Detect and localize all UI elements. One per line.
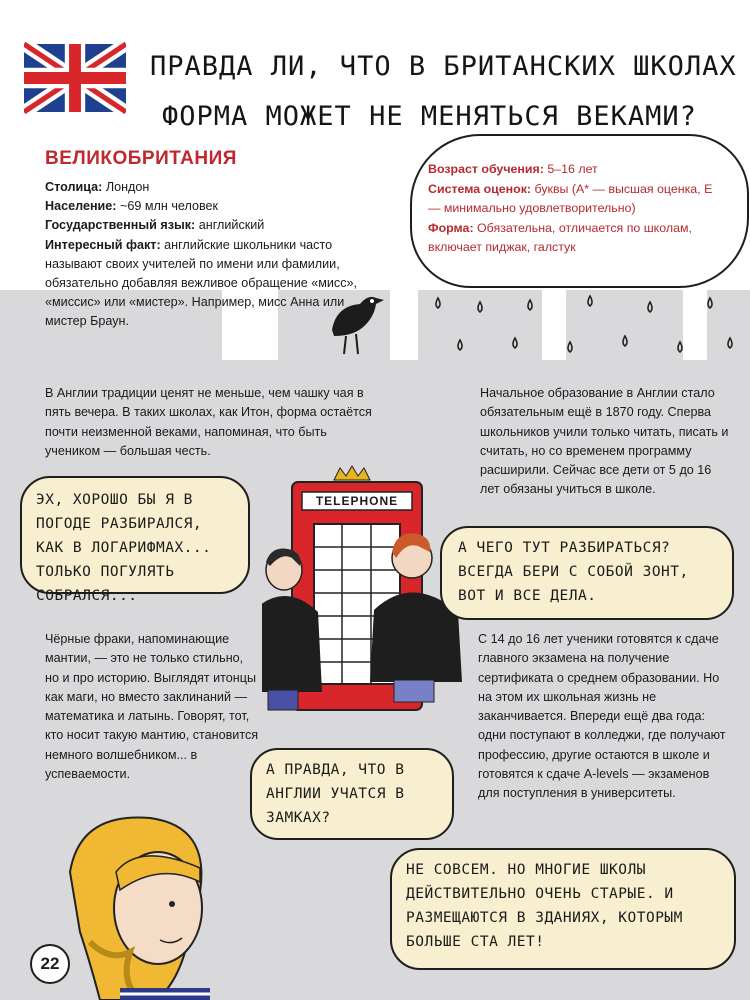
capital-label: Столица:	[45, 180, 103, 194]
speech-answer-text: НЕ СОВСЕМ. НО МНОГИЕ ШКОЛЫ ДЕЙСТВИТЕЛЬНО ОЧЕНЬ СТАРЫЕ. И РАЗМЕЩАЮТСЯ В ЗДАНИЯХ, КОТОРЫМ БОЛЬШЕ СТА ЛЕТ!	[406, 862, 683, 950]
fact-label: Интересный факт:	[45, 237, 161, 252]
language-label: Государственный язык:	[45, 218, 196, 233]
page-headline	[150, 42, 750, 142]
speech-castles-text: А ПРАВДА, ЧТО В АНГЛИИ УЧАТСЯ В ЗАМКАХ?	[266, 762, 405, 826]
uniform-label: Форма:	[428, 220, 474, 235]
uniform-value: Обязательна, отличается по школам, включает пиджак, галстук	[428, 220, 692, 254]
castle-crenel	[390, 290, 418, 360]
headline-line-1: ПРАВДА ЛИ, ЧТО В БРИТАНСКИХ ШКОЛАХ	[150, 51, 737, 82]
capital-value: Лондон	[105, 180, 150, 194]
crow-icon	[322, 284, 384, 356]
grades-label: Система оценок:	[428, 181, 532, 196]
speech-weather-text: ЭХ, ХОРОШО БЫ Я В ПОГОДЕ РАЗБИРАЛСЯ, КАК В ЛОГАРИФМАХ... ТОЛЬКО ПОГУЛЯТЬ СОБРАЛСЯ...	[36, 492, 212, 604]
population-value: ~69 млн человек	[120, 199, 219, 214]
country-title: ВЕЛИКОБРИТАНИЯ	[45, 148, 237, 169]
age-label: Возраст обучения:	[428, 162, 544, 176]
headline-line-2: ФОРМА МОЖЕТ НЕ МЕНЯТЬСЯ ВЕКАМИ?	[162, 101, 697, 132]
fact-value: английские школьники часто называют своих учителей по имени или фамилии, обязательно добавляя вежливое обращение «мисс», «миссис» или «мистер». Например, мисс Анна или мистер Браун.	[45, 237, 358, 329]
paragraph-tradition: В Англии традиции ценят не меньше, чем чашку чая в пять вечера. В таких школах, как Итон, форма остаётся почти неизменной веками, напоминая, что быть учеником — большая честь.	[45, 386, 372, 458]
girl-illustration	[60, 812, 260, 1000]
raindrops	[420, 290, 750, 370]
speech-umbrella-text: А ЧЕГО ТУТ РАЗБИРАТЬСЯ? ВСЕГДА БЕРИ С СОБОЙ ЗОНТ, ВОТ И ВСЕ ДЕЛА.	[458, 540, 689, 604]
age-value: 5–16 лет	[547, 162, 598, 176]
language-value: английский	[198, 218, 265, 233]
grades-value: буквы (A* — высшая оценка, E — минимально удовлетворительно)	[428, 181, 713, 215]
paragraph-tailcoats: Чёрные фраки, напоминающие мантии, — это не только стильно, но и про историю. Выглядят итонцы как маги, но вместо заклинаний — математика и латынь. Говорят, тот, кто носит такую мантию, становится немного волшебником... в успеваемости.	[45, 632, 259, 782]
telephone-sign: TELEPHONE	[315, 494, 399, 508]
population-label: Население:	[45, 199, 117, 214]
page-number: 22	[30, 944, 70, 984]
paragraph-exams: С 14 до 16 лет ученики готовятся к сдаче главного экзамена на получение сертификата о среднем образовании. Но на этом их школьная жизнь не заканчивается. Впереди ещё два года: одни поступают в колледжи, где получают профессию, другие остаются в школе и готовятся к сдаче A-levels — экзаменов для поступления в университеты.	[478, 632, 726, 801]
uk-flag-icon	[24, 42, 126, 114]
school-info	[428, 160, 728, 258]
paragraph-primary: Начальное образование в Англии стало обязательным ещё в 1870 году. Сперва школьников учили только читать, писать и считать, но со временем программу расширили. Сейчас все дети от 5 до 16 лет обязаны учиться в школе.	[480, 386, 729, 497]
